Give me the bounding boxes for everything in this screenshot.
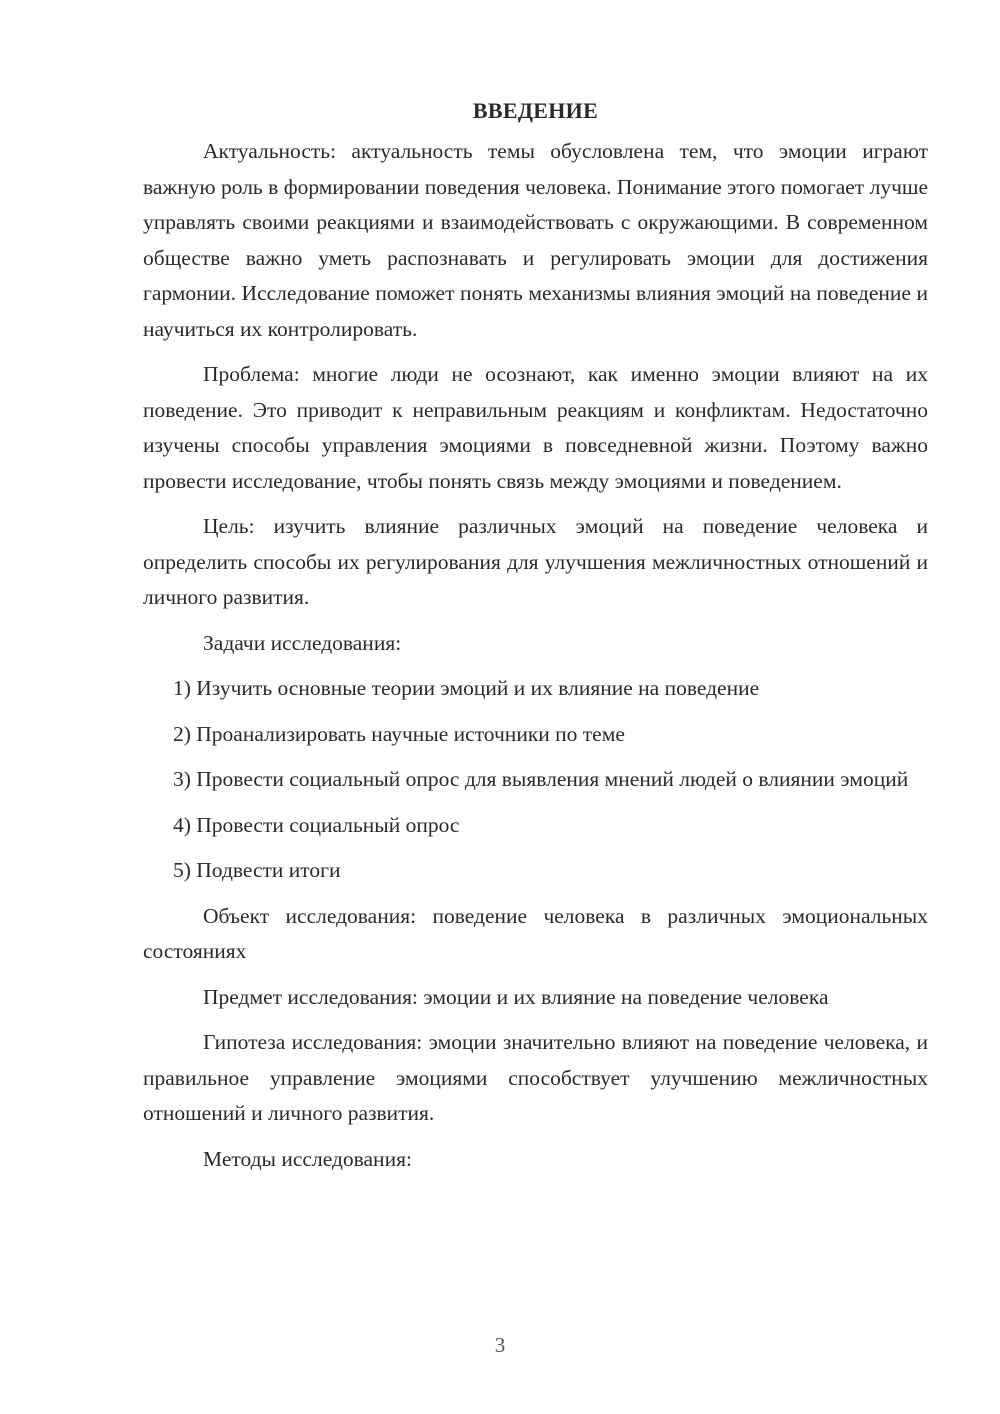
object-paragraph: Объект исследования: поведение человека в различных эмоциональных состояниях — [143, 903, 928, 963]
task-item-2: 2) Проанализировать научные источники по теме — [173, 721, 625, 746]
problem-paragraph: Проблема: многие люди не осознают, как именно эмоции влияют на их поведение. Это приводит к неправильным реакциям и конфликтам. Недостаточно изучены способы управления эмоциями в повседневной жизни. Поэтому важно провести исследование, чтобы понять связь между эмоциями и поведением. — [143, 362, 928, 493]
task-item-3: 3) Провести социальный опрос для выявления мнений людей о влиянии эмоций — [173, 767, 909, 791]
subject-paragraph: Предмет исследования: эмоции и их влияние на поведение человека — [203, 984, 829, 1009]
tasks-label: Задачи исследования: — [203, 630, 402, 655]
goal-paragraph: Цель: изучить влияние различных эмоций на поведение человека и определить способы их регулирования для улучшения межличностных отношений и личного развития. — [143, 514, 928, 609]
document-page — [143, 88, 928, 1177]
task-item-5: 5) Подвести итоги — [173, 858, 341, 882]
hypothesis-paragraph: Гипотеза исследования: эмоции значительно влияют на поведение человека, и правильное управление эмоциями способствует улучшению межличностных отношений и личного развития. — [143, 1030, 928, 1125]
methods-label: Методы исследования: — [203, 1146, 412, 1171]
task-item-4: 4) Провести социальный опрос — [173, 812, 460, 837]
task-item-1: 1) Изучить основные теории эмоций и их влияние на поведение — [173, 676, 760, 700]
page-title: ВВЕДЕНИЕ — [472, 98, 599, 123]
relevance-paragraph: Актуальность: актуальность темы обусловлена тем, что эмоции играют важную роль в формировании поведения человека. Понимание этого помогает лучше управлять своими реакциями и взаимодействовать с окружающими. В современном обществе важно уметь распознавать и регулировать эмоции для достижения гармонии. Исследование поможет понять механизмы влияния эмоций на поведение и научиться их контролировать. — [143, 139, 928, 341]
page-number: 3 — [494, 1333, 506, 1357]
